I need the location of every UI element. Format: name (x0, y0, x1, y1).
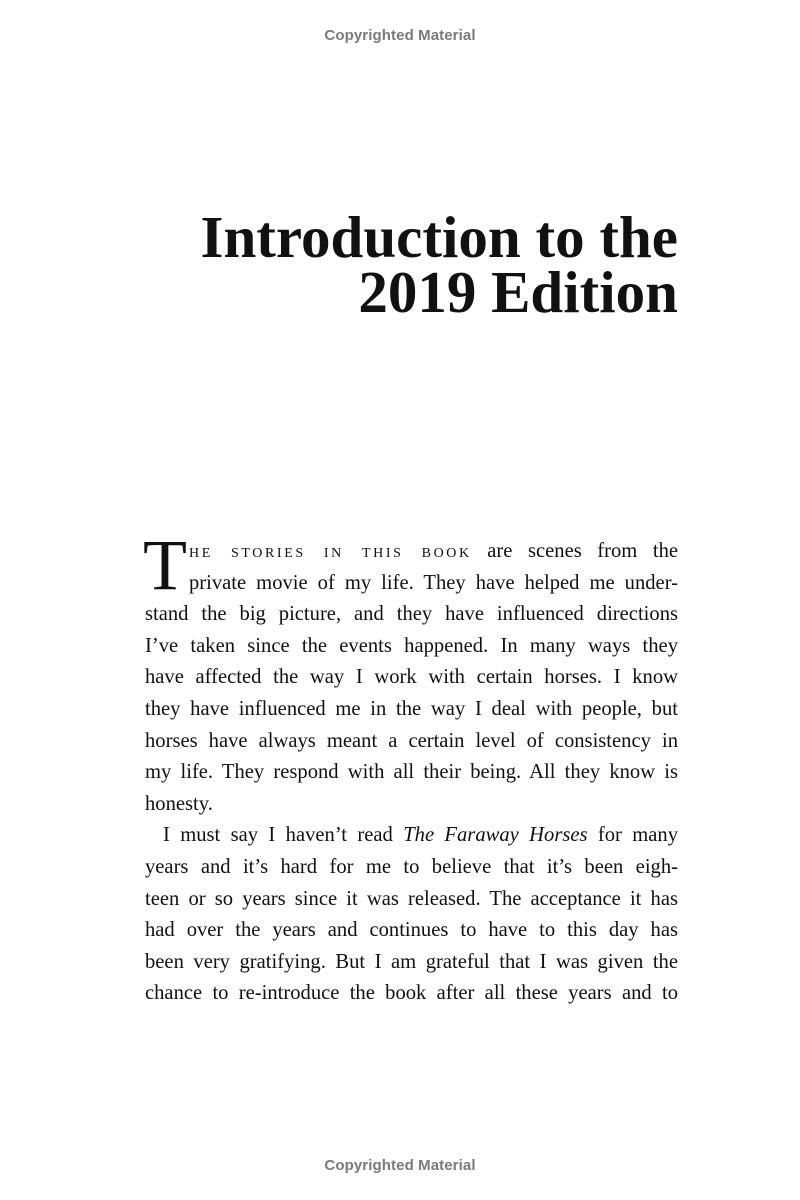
paragraph-1-line-7: horses have always meant a certain level of consistency in (145, 729, 678, 752)
paragraph-1-line-5: have affected the way I work with certain horses. I know (145, 666, 678, 689)
body-text (143, 525, 679, 1010)
paragraph-1-line-8: my life. They respond with all their being. All they know is (145, 761, 678, 784)
small-caps-lead: he stories in this book (188, 540, 472, 562)
paragraph-1-line-2: private movie of my life. They have helped me under- (188, 571, 678, 594)
p2-line-1-before: I must say I haven’t read (163, 824, 404, 847)
chapter-title-line-2: 2019 Edition (358, 259, 678, 325)
copyright-watermark-top: Copyrighted Material (324, 27, 476, 44)
paragraph-1 (143, 525, 679, 820)
paragraph-1-line-9: honesty. (145, 792, 213, 815)
paragraph-1-line-4: I’ve taken since the events happened. In many ways they (145, 634, 678, 657)
paragraph-2-line-3: teen or so years since it was released. The acceptance it has (145, 887, 678, 910)
paragraph-2-line-2: years and it’s hard for me to believe that it’s been eigh- (145, 855, 678, 878)
paragraph-1-line-6: they have influenced me in the way I deal with people, but (145, 697, 678, 720)
drop-cap: T (143, 525, 187, 605)
book-title-italic: The Faraway Horses (403, 824, 588, 847)
paragraph-2-line-4: had over the years and continues to have to this day has (145, 919, 678, 942)
p2-line-1-after: for many (587, 824, 678, 847)
paragraph-1-line-3: stand the big picture, and they have influenced directions (145, 603, 678, 626)
paragraph-2 (145, 820, 678, 1010)
chapter-title-line-1: Introduction to the (200, 204, 678, 270)
paragraph-2-line-6: chance to re-introduce the book after all these years and to (145, 982, 678, 1005)
copyright-watermark-bottom: Copyrighted Material (324, 1157, 476, 1174)
paragraph-2-line-1 (145, 820, 678, 852)
line-1-rest: are scenes from the (471, 540, 679, 562)
chapter-title (200, 204, 678, 325)
paragraph-2-line-5: been very gratifying. But I am grateful that I was given the (145, 950, 678, 973)
paragraph-1-line-1 (145, 536, 678, 568)
